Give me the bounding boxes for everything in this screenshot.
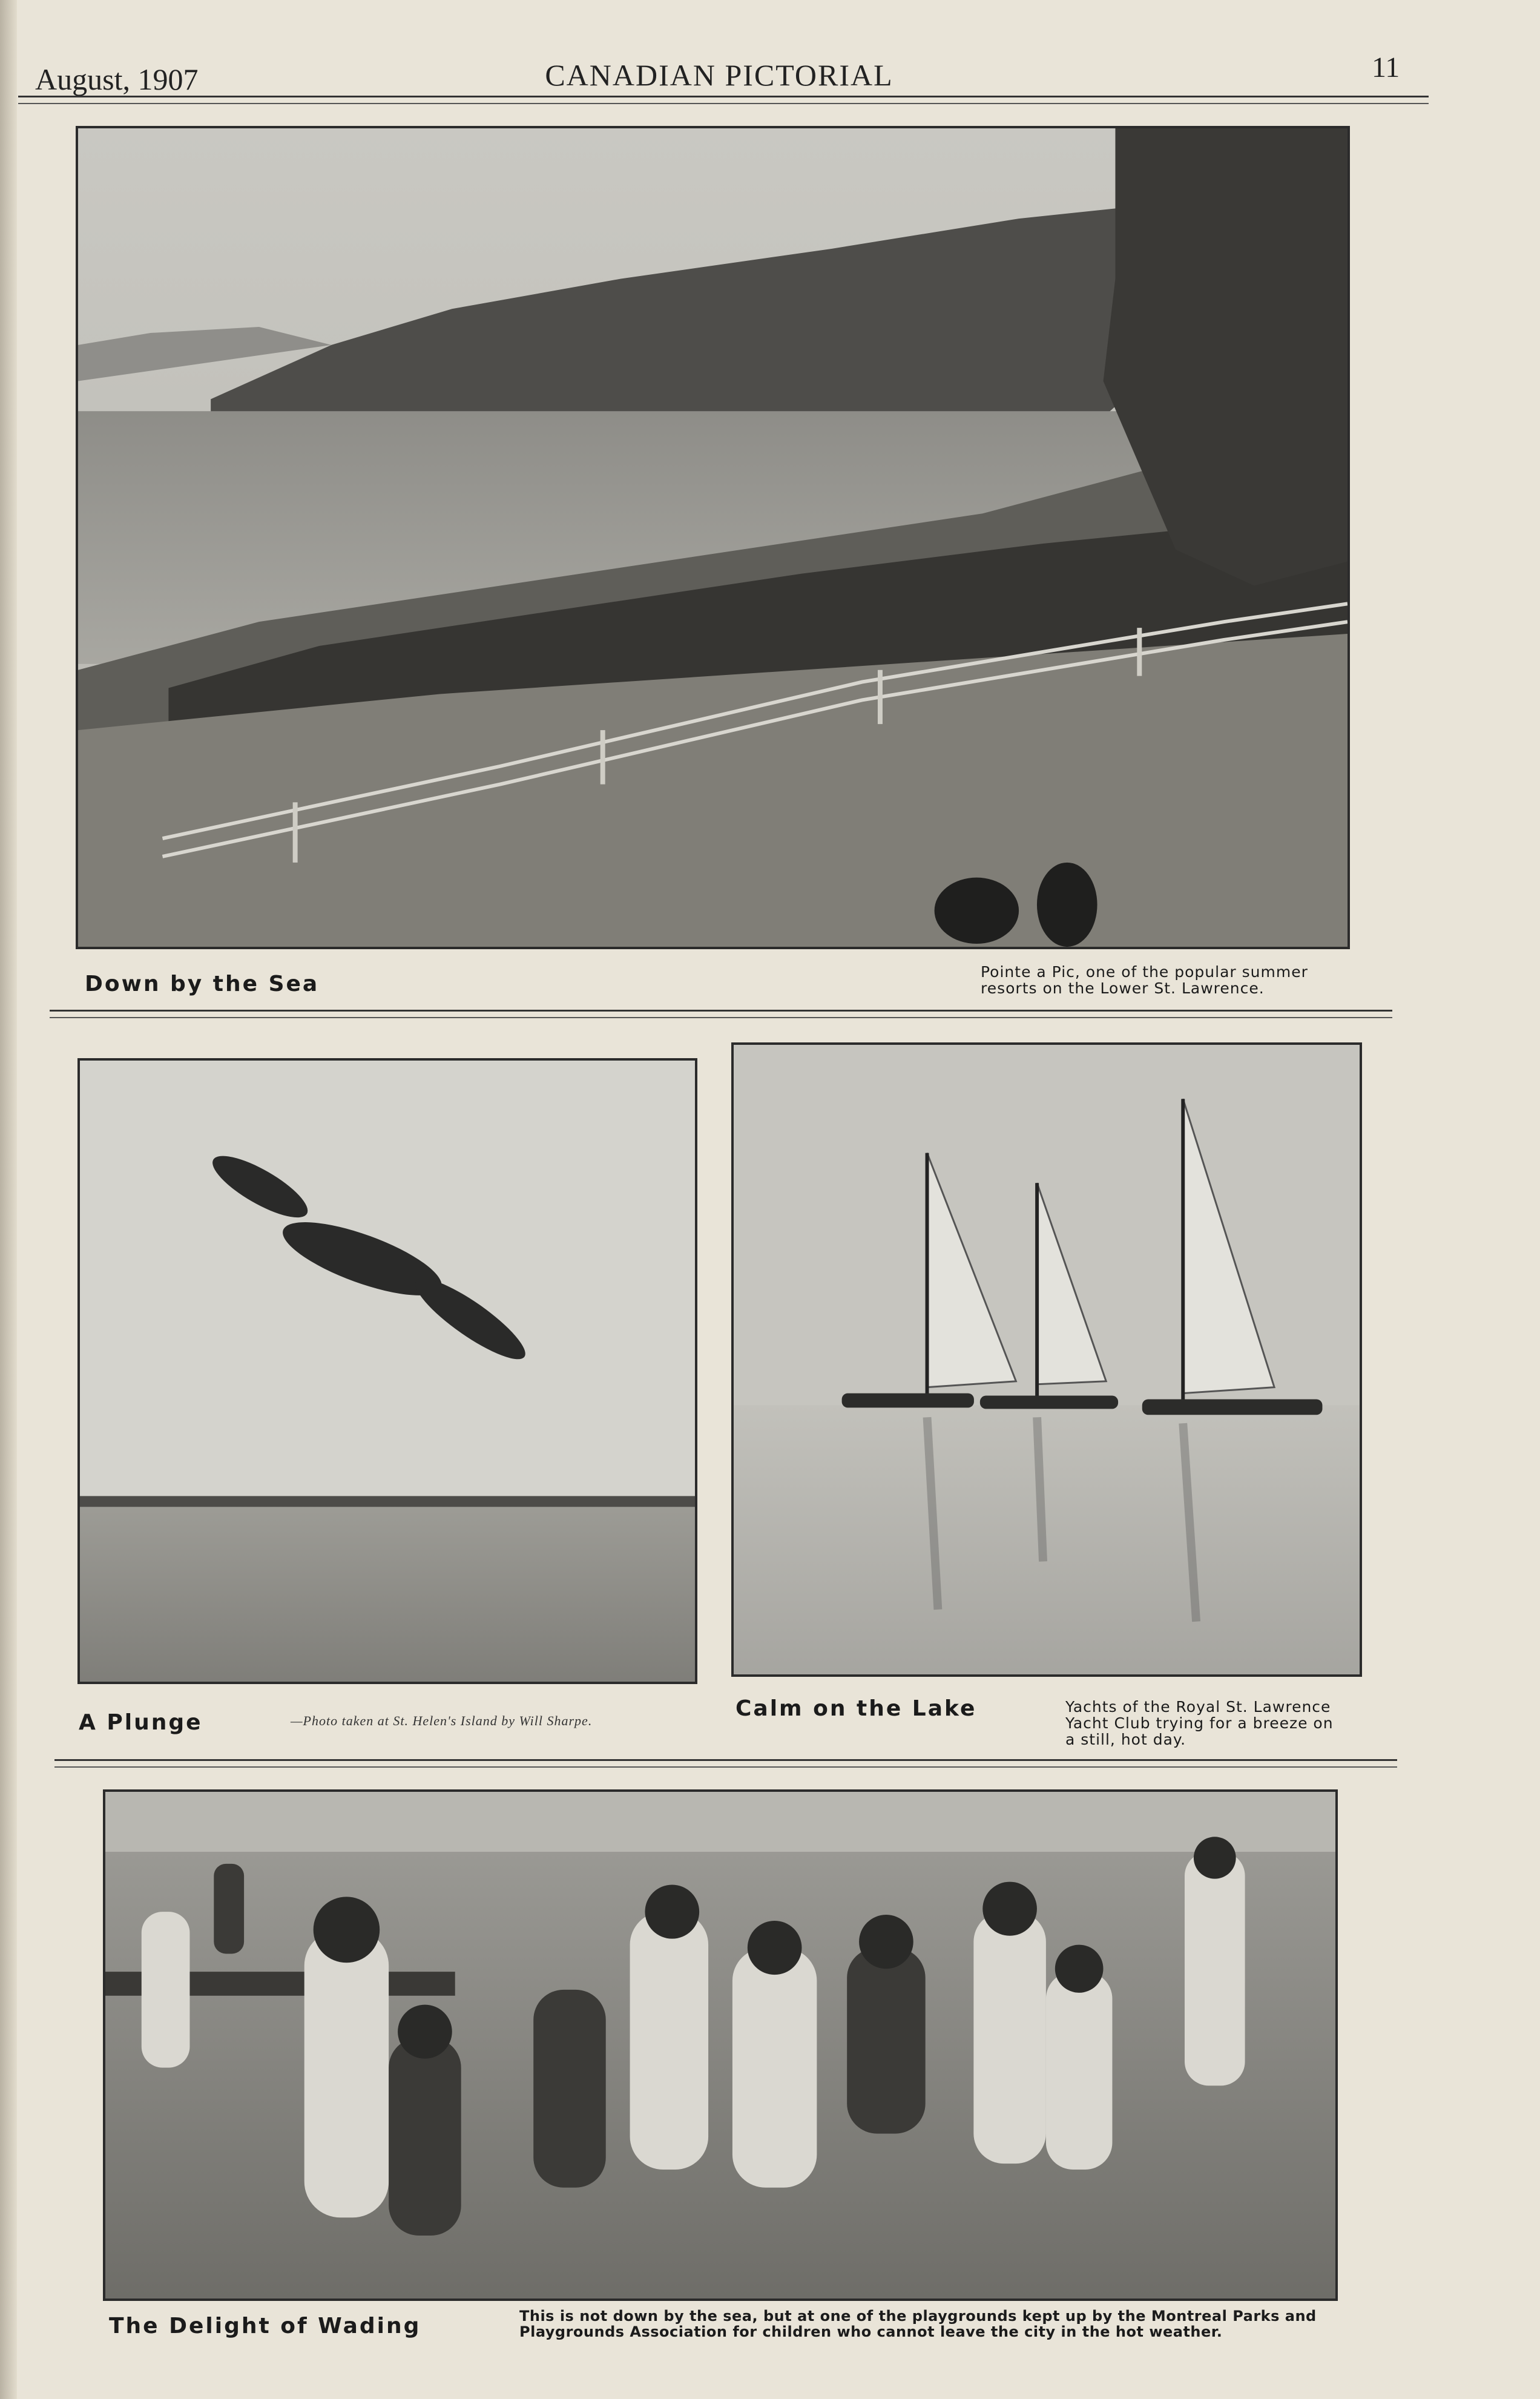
caption-desc-the-delight-of-wading: This is not down by the sea, but at one of the playgrounds kept up by the Montreal Parks and Playgrounds Association for children who cannot leave the city in the hot weather. <box>519 2308 1317 2340</box>
caption-desc-calm-on-the-lake: Yachts of the Royal St. Lawrence Yacht Club trying for a breeze on a still, hot day. <box>1065 1698 1334 1748</box>
landscape-illustration <box>78 128 1348 947</box>
section-rule-1 <box>50 1010 1392 1012</box>
caption-title-calm-on-the-lake: Calm on the Lake <box>735 1696 977 1721</box>
caption-title-a-plunge: A Plunge <box>79 1710 203 1735</box>
yachts-illustration <box>734 1045 1360 1674</box>
section-rule-2b <box>54 1766 1397 1768</box>
issue-date: August, 1907 <box>35 62 199 96</box>
photo-calm-on-the-lake <box>731 1042 1362 1677</box>
header-rule-top <box>18 96 1429 97</box>
photo-a-plunge <box>77 1058 697 1684</box>
header-rule-bottom <box>18 103 1429 104</box>
wading-children-illustration <box>105 1792 1335 2299</box>
magazine-title: CANADIAN PICTORIAL <box>545 58 893 92</box>
photo-down-by-the-sea <box>76 126 1350 949</box>
photo-the-delight-of-wading <box>103 1789 1338 2301</box>
caption-title-down-by-the-sea: Down by the Sea <box>85 972 320 996</box>
caption-desc-down-by-the-sea: Pointe a Pic, one of the popular summer resorts on the Lower St. Lawrence. <box>981 963 1308 997</box>
section-rule-2 <box>54 1759 1397 1761</box>
page-number: 11 <box>1372 51 1400 84</box>
diver-illustration <box>80 1061 695 1682</box>
section-rule-1b <box>50 1017 1392 1018</box>
caption-title-the-delight-of-wading: The Delight of Wading <box>109 2314 421 2338</box>
photo-credit-a-plunge: —Photo taken at St. Helen's Island by Will Sharpe. <box>291 1713 593 1728</box>
page-binding-shadow <box>0 0 17 2399</box>
